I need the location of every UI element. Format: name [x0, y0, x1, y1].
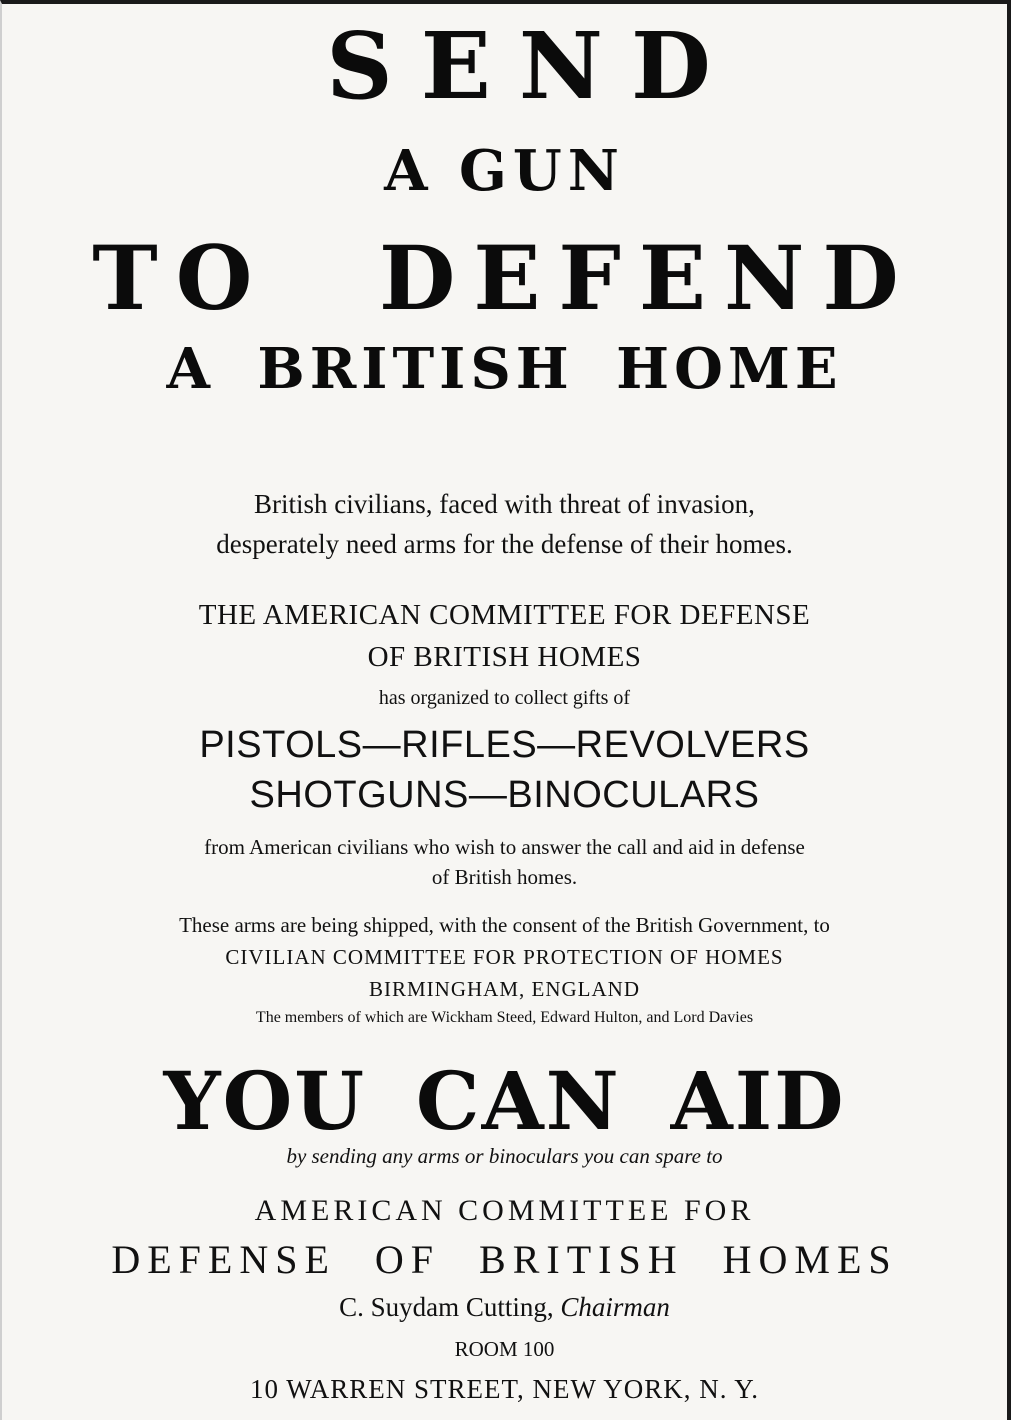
committee-line-2: OF BRITISH HOMES [367, 641, 642, 673]
street-address: 10 WARREN STREET, NEW YORK, N. Y. [249, 1374, 759, 1404]
room-number: ROOM 100 [454, 1337, 555, 1361]
committee-name [2, 594, 1007, 678]
org-line-1: AMERICAN COMMITTEE FOR [254, 1194, 755, 1227]
headline-to-defend: TO DEFEND [92, 226, 917, 330]
chairman-name: C. Suydam Cutting, [339, 1292, 554, 1322]
org-line-2: DEFENSE OF BRITISH HOMES [111, 1237, 898, 1282]
shipping-line-1: These arms are being shipped, with the consent of the British Government, to [179, 913, 830, 937]
items-line-1: PISTOLS—RIFLES—REVOLVERS [199, 724, 810, 766]
chairman-line [2, 1292, 1007, 1323]
from-civilians-text [2, 832, 1007, 892]
organized-text: has organized to collect gifts of [378, 687, 631, 709]
items-line-2: SHOTGUNS—BINOCULARS [249, 774, 760, 816]
committee-line-1: THE AMERICAN COMMITTEE FOR DEFENSE [198, 599, 811, 631]
shipping-text [2, 909, 1007, 1005]
headline-send: SEND [326, 12, 739, 120]
intro-paragraph [2, 484, 1007, 564]
members-text: The members of which are Wickham Steed, Edward Hulton, and Lord Davies [255, 1009, 754, 1026]
shipping-line-2: CIVILIAN COMMITTEE FOR PROTECTION OF HOMES [225, 945, 784, 969]
sending-text: by sending any arms or binoculars you can spare to [286, 1144, 723, 1168]
chairman-role: Chairman [560, 1292, 670, 1322]
from-line-1: from American civilians who wish to answer the call and aid in defense [204, 835, 805, 859]
headline-you-can-aid: YOU CAN AID [163, 1054, 846, 1148]
from-line-2: of British homes. [431, 865, 578, 889]
intro-line-2: desperately need arms for the defense of their homes. [216, 529, 793, 559]
headline-british-home: A BRITISH HOME [166, 336, 843, 402]
shipping-line-3: BIRMINGHAM, ENGLAND [369, 977, 640, 1001]
items-list [2, 720, 1007, 820]
intro-line-1: British civilians, faced with threat of invasion, [254, 489, 755, 519]
headline-a-gun: A GUN [384, 138, 625, 204]
